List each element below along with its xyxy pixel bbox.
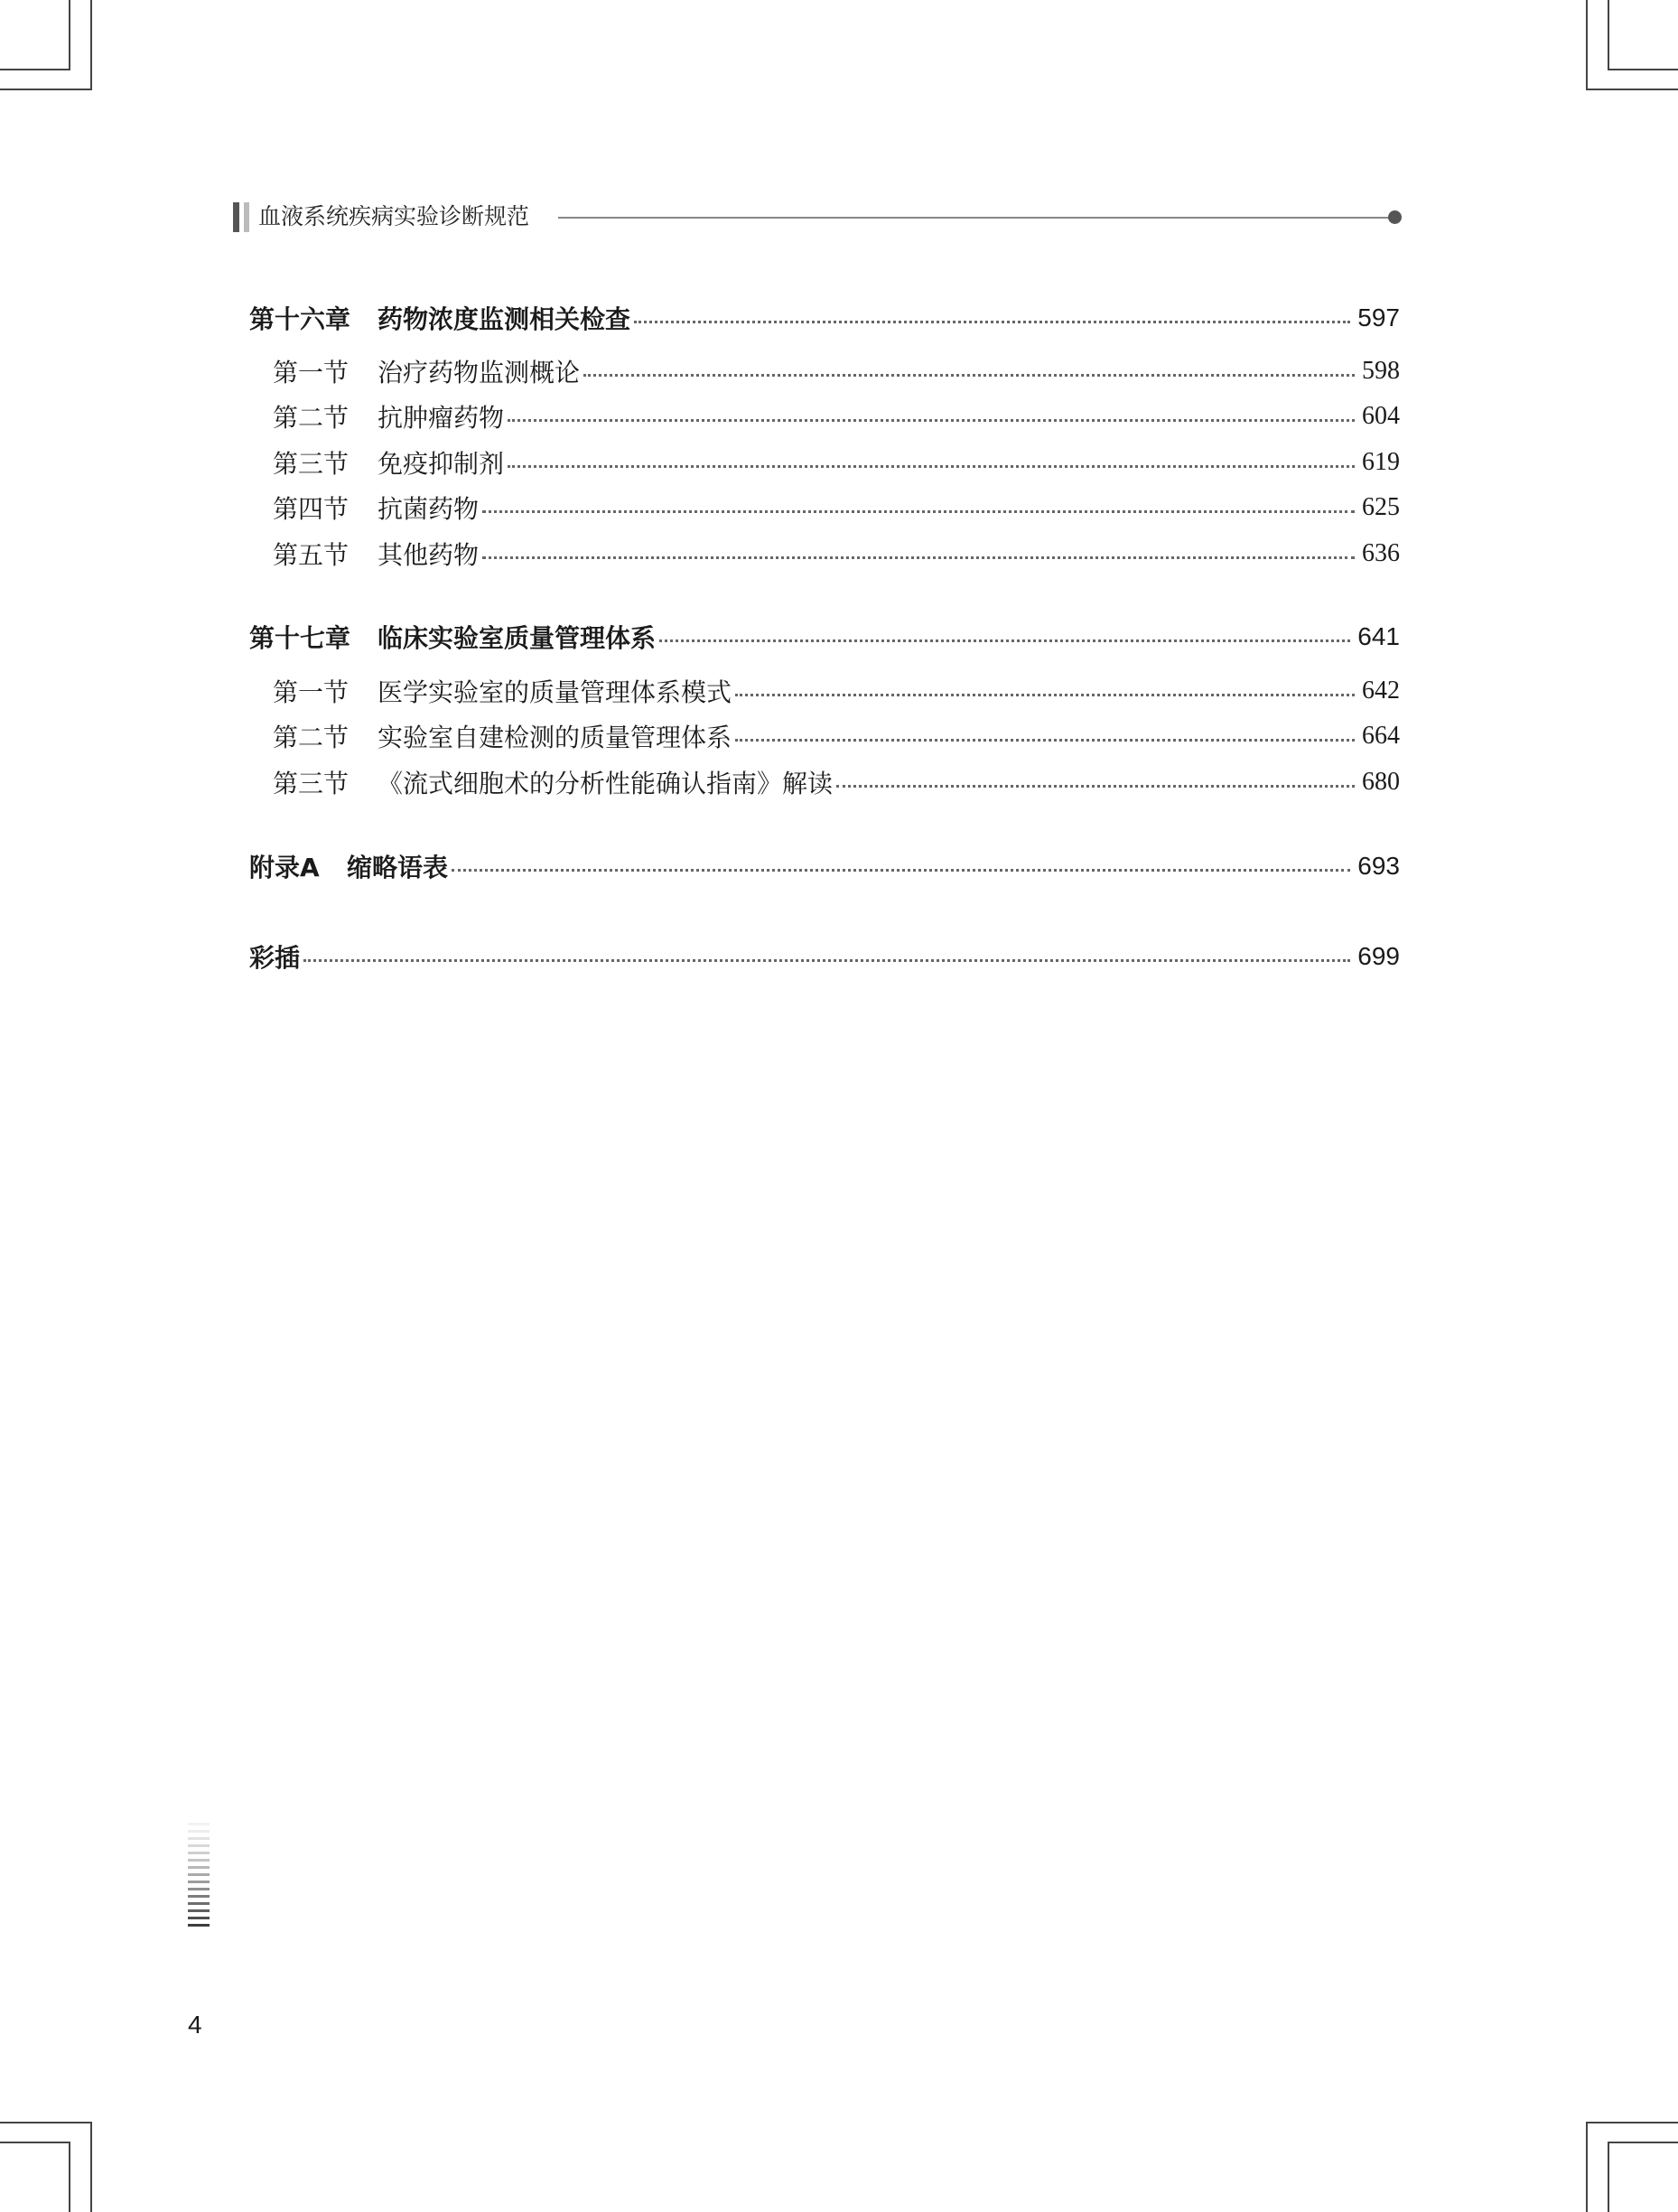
toc-title: 缩略语表: [347, 853, 449, 882]
toc-page: 604: [1362, 402, 1400, 430]
dot-leader: [634, 321, 1350, 323]
crop-mark: [1586, 2122, 1588, 2212]
header-dot-icon: [1388, 210, 1402, 224]
crop-mark: [1608, 2142, 1678, 2143]
crop-mark: [0, 2122, 90, 2123]
toc-title: 抗菌药物: [378, 494, 480, 524]
crop-mark: [0, 89, 90, 90]
toc-title: 治疗药物监测概论: [378, 358, 581, 387]
toc-page: 641: [1357, 622, 1400, 650]
toc-page: 597: [1357, 303, 1400, 331]
toc-number: 第一节: [273, 677, 350, 707]
toc-title: 其他药物: [378, 540, 480, 570]
crop-mark: [90, 0, 92, 90]
toc-page: 598: [1362, 357, 1400, 385]
dot-leader: [583, 374, 1355, 377]
toc-page: 680: [1362, 768, 1400, 796]
toc-plates-entry[interactable]: [249, 938, 1400, 975]
running-header: [233, 201, 1402, 233]
dot-leader: [508, 419, 1355, 422]
toc-number: 第二节: [273, 403, 350, 433]
header-rule: [558, 217, 1389, 219]
book-title: 血液系统疾病实验诊断规范: [258, 203, 530, 229]
crop-mark: [0, 2142, 70, 2143]
crop-mark: [69, 0, 70, 70]
toc-page: 625: [1362, 493, 1400, 521]
crop-mark: [1608, 0, 1609, 70]
toc-page: 693: [1357, 852, 1400, 880]
dot-leader: [452, 869, 1350, 872]
toc-section-entry[interactable]: [249, 718, 1400, 754]
crop-mark: [1588, 89, 1678, 90]
toc-number: 第四节: [273, 494, 350, 524]
toc-title: 抗肿瘤药物: [378, 403, 505, 433]
toc-title: 医学实验室的质量管理体系模式: [378, 677, 732, 707]
crop-mark: [1588, 2122, 1678, 2123]
toc-section-entry[interactable]: [249, 536, 1400, 572]
toc-section-entry[interactable]: [249, 490, 1400, 526]
toc-page: 619: [1362, 448, 1400, 476]
toc-number: 附录A: [249, 853, 320, 882]
dot-leader: [659, 639, 1350, 642]
toc-number: 第十六章: [249, 304, 351, 334]
header-bar-icon: [244, 202, 249, 232]
toc-page: 664: [1362, 722, 1400, 750]
toc-page: 636: [1362, 539, 1400, 567]
toc-chapter-entry[interactable]: [249, 619, 1400, 655]
dot-leader: [482, 556, 1355, 559]
toc-chapter-entry[interactable]: [249, 300, 1400, 336]
page-gauge-decoration: [188, 1823, 210, 1931]
toc-section-entry[interactable]: [249, 353, 1400, 389]
dot-leader: [836, 785, 1355, 788]
toc-section-entry[interactable]: [249, 764, 1400, 800]
toc-number: 第五节: [273, 540, 350, 570]
crop-mark: [90, 2122, 92, 2212]
dot-leader: [735, 694, 1355, 696]
crop-mark: [69, 2142, 70, 2212]
header-bar-icon: [233, 202, 239, 232]
toc-title: 《流式细胞术的分析性能确认指南》解读: [378, 769, 834, 798]
dot-leader: [303, 959, 1350, 962]
toc-title: 免疫抑制剂: [378, 449, 505, 479]
dot-leader: [482, 510, 1355, 513]
toc-page: 642: [1362, 677, 1400, 705]
crop-mark: [1586, 0, 1588, 90]
crop-mark: [0, 69, 70, 70]
dot-leader: [508, 465, 1355, 468]
dot-leader: [735, 739, 1355, 742]
toc-appendix-entry[interactable]: [249, 848, 1400, 884]
toc-number: 第三节: [273, 449, 350, 479]
toc-page: 699: [1357, 942, 1400, 970]
toc-title: 彩插: [249, 943, 301, 973]
toc-number: 第二节: [273, 723, 350, 752]
toc-title: 实验室自建检测的质量管理体系: [378, 723, 732, 752]
toc-title: 临床实验室质量管理体系: [378, 623, 657, 653]
toc-title: 药物浓度监测相关检查: [378, 304, 631, 334]
toc-number: 第一节: [273, 358, 350, 387]
crop-mark: [1608, 69, 1678, 70]
toc-section-entry[interactable]: [249, 398, 1400, 434]
toc-section-entry[interactable]: [249, 444, 1400, 481]
toc-section-entry[interactable]: [249, 673, 1400, 709]
crop-mark: [1608, 2142, 1609, 2212]
toc-number: 第三节: [273, 769, 350, 798]
page-number: 4: [188, 2011, 202, 2039]
toc-number: 第十七章: [249, 623, 351, 653]
